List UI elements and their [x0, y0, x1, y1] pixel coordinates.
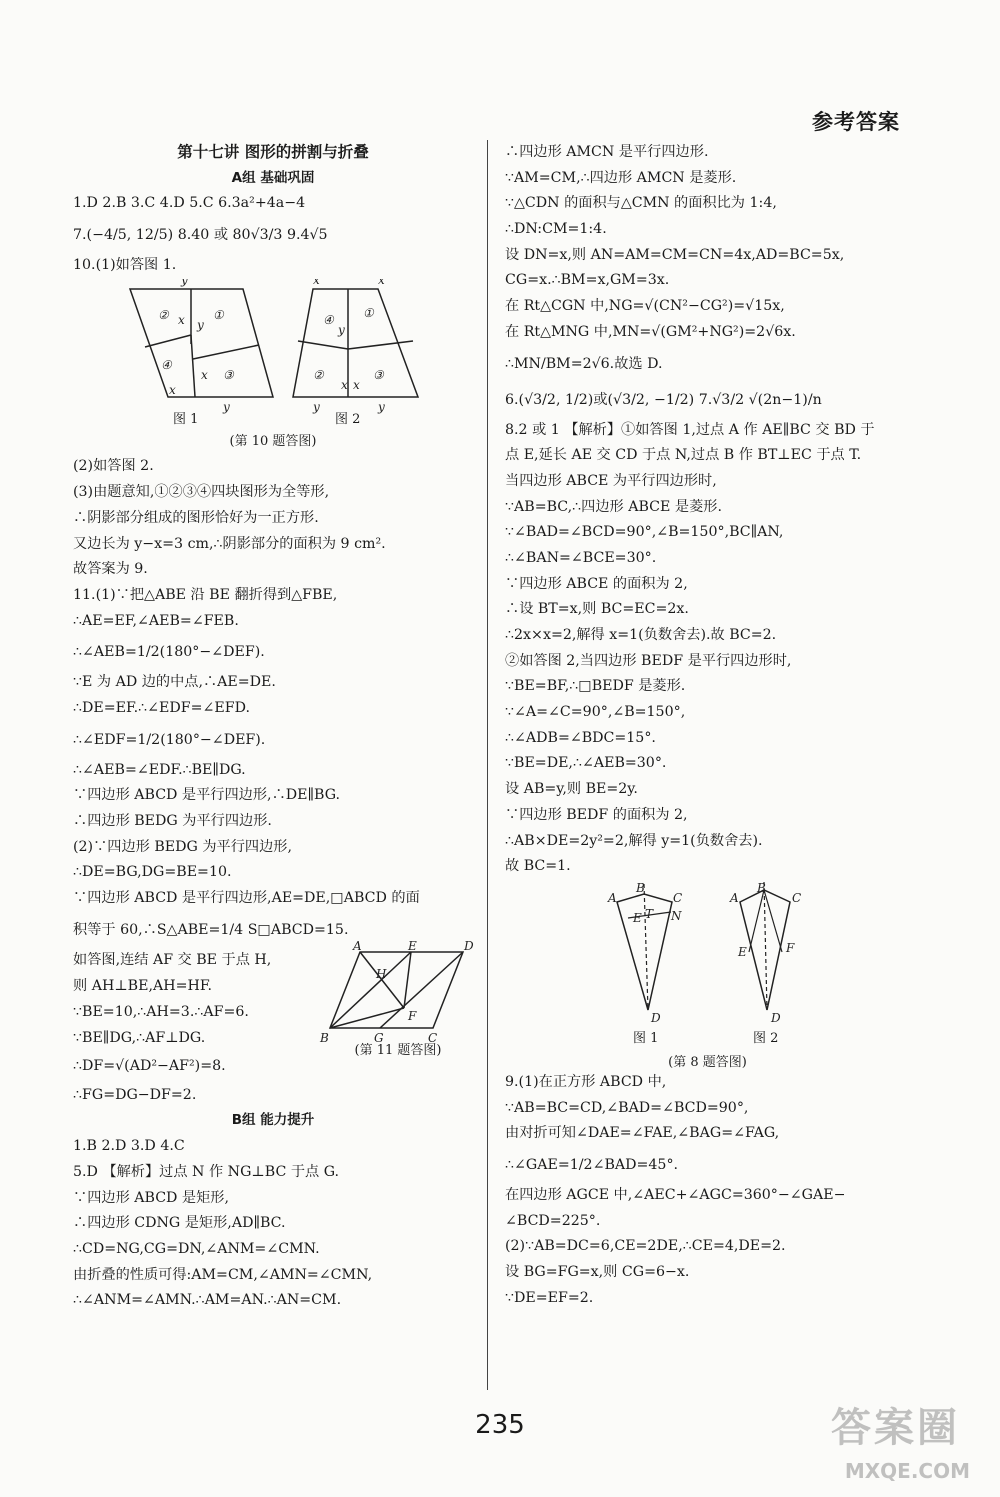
figure-8-drawing	[505, 880, 910, 1070]
right-column	[505, 140, 910, 1311]
svg-text:①: ①	[363, 305, 374, 320]
answer-line: ∠BCD=225°.	[505, 1212, 601, 1229]
svg-text:x: x	[178, 312, 185, 327]
answer-line: ∴四边形 AMCN 是平行四边形.	[505, 144, 709, 160]
answer-line: 故 BC=1.	[505, 858, 571, 875]
svg-text:A: A	[353, 939, 362, 953]
svg-text:x: x	[341, 377, 348, 392]
svg-text:F: F	[786, 940, 795, 955]
answer-line: ∵四边形 BEDF 的面积为 2,	[505, 806, 688, 823]
svg-text:D: D	[651, 1010, 661, 1025]
figure-11-drawing	[318, 940, 478, 1045]
svg-text:y: y	[223, 399, 230, 414]
svg-text:B: B	[757, 880, 766, 895]
answer-line: ∴DE=EF.∴∠EDF=∠EFD.	[73, 699, 250, 716]
svg-text:B: B	[636, 880, 645, 895]
answer-line: ∴设 BT=x,则 BC=EC=2x.	[505, 601, 689, 618]
answer-line: ∴四边形 CDNG 是矩形,AD∥BC.	[73, 1215, 286, 1232]
svg-text:A: A	[608, 890, 617, 905]
fig8-cap2: 图 2	[753, 1030, 779, 1046]
svg-text:T: T	[645, 906, 654, 921]
section-title: 第十七讲 图形的拼割与折叠	[177, 143, 369, 161]
svg-text:④: ④	[323, 312, 334, 327]
svg-text:x: x	[313, 278, 320, 287]
answer-line: ∵E 为 AD 边的中点,∴AE=DE.	[73, 674, 276, 691]
svg-text:②: ②	[158, 307, 169, 322]
answer-line: ∵AB=BC,∴四边形 ABCE 是菱形.	[505, 498, 722, 515]
answer-line: 7.(−4/5, 12/5) 8.40 或 80√3/3 9.4√5	[73, 227, 328, 244]
answer-line: ∴∠ADB=∠BDC=15°.	[505, 729, 656, 746]
svg-text:F: F	[408, 1008, 417, 1023]
answer-line: 在 Rt△CGN 中,NG=√(CN²−CG²)=√15x,	[505, 298, 785, 315]
svg-text:③: ③	[373, 367, 384, 382]
watermark-logo: 答案圈	[831, 1405, 960, 1451]
svg-text:E: E	[633, 910, 642, 925]
answer-line: ∴2x×x=2,解得 x=1(负数舍去).故 BC=2.	[505, 627, 777, 643]
svg-text:y: y	[338, 322, 345, 337]
svg-text:y: y	[181, 278, 188, 287]
answer-line: ∵四边形 ABCE 的面积为 2,	[505, 575, 688, 592]
answer-line: ∴DE=BG,DG=BE=10.	[73, 864, 232, 881]
svg-text:C: C	[792, 890, 802, 905]
answer-line: 积等于 60,∴S△ABE=1/4 S□ABCD=15.	[73, 921, 349, 938]
answer-line: ∵BE=BF,∴□BEDF 是菱形.	[505, 678, 686, 695]
group-a-heading: A组 基础巩固	[231, 169, 315, 186]
page-number: 235	[475, 1410, 525, 1440]
svg-text:D: D	[771, 1010, 781, 1025]
svg-text:y: y	[313, 399, 320, 414]
answer-line: ∴FG=DG−DF=2.	[73, 1086, 197, 1103]
answer-line: 在 Rt△MNG 中,MN=√(GM²+NG²)=2√6x.	[505, 323, 796, 340]
fig10-caption: (第 10 题答图)	[229, 433, 317, 449]
column-divider	[487, 140, 488, 1390]
svg-text:x: x	[201, 367, 208, 382]
fig8-caption: (第 8 题答图)	[668, 1054, 747, 1070]
svg-text:D: D	[464, 939, 474, 953]
answer-line: 6.(√3/2, 1/2)或(√3/2, −1/2) 7.√3/2 √(2n−1)/n	[505, 391, 822, 408]
svg-text:A: A	[730, 890, 739, 905]
answer-line: 1.B 2.D 3.D 4.C	[73, 1138, 185, 1155]
fig11-caption: (第 11 题答图)	[354, 1042, 442, 1058]
answer-line: ∴AE=EF,∠AEB=∠FEB.	[73, 612, 239, 629]
answer-line: (2)∵四边形 BEDG 为平行四边形,	[73, 838, 292, 855]
answer-line: ∵∠BAD=∠BCD=90°,∠B=150°,BC∥AN,	[505, 524, 784, 541]
answer-line: (2)∵AB=DC=6,CE=2DE,∴CE=4,DE=2.	[505, 1238, 786, 1255]
answer-line: 5.D 【解析】过点 N 作 NG⊥BC 于点 G.	[73, 1163, 340, 1180]
svg-text:G: G	[374, 1030, 384, 1045]
svg-text:④: ④	[161, 357, 172, 372]
answer-line: 则 AH⊥BE,AH=HF.	[73, 977, 212, 994]
answer-line: 又边长为 y−x=3 cm,∴阴影部分的面积为 9 cm².	[73, 535, 386, 552]
figure-8	[505, 880, 910, 1070]
answer-line: 设 BG=FG=x,则 CG=6−x.	[505, 1264, 690, 1280]
fig10-cap1: 图 1	[173, 411, 199, 427]
answer-line: ∵DE=EF=2.	[505, 1289, 594, 1306]
svg-text:x: x	[169, 382, 176, 397]
svg-text:C: C	[428, 1030, 438, 1045]
svg-text:H: H	[376, 966, 387, 981]
answer-line: ∴阴影部分组成的图形恰好为一正方形.	[73, 509, 319, 526]
answer-line: 10.(1)如答图 1.	[73, 257, 177, 274]
svg-text:B: B	[320, 1030, 329, 1045]
answer-line: 点 E,延长 AE 交 CD 于点 N,过点 B 作 BT⊥EC 于点 T.	[505, 447, 862, 464]
answer-line: ∴四边形 BEDG 为平行四边形.	[73, 813, 272, 829]
figure-10-drawing	[73, 279, 433, 429]
figure-10	[73, 279, 473, 429]
svg-text:②: ②	[313, 367, 324, 382]
svg-text:x: x	[378, 278, 385, 287]
answer-line: ∴AB×DE=2y²=2,解得 y=1(负数舍去).	[505, 832, 763, 849]
answer-line: ∵AB=BC=CD,∠BAD=∠BCD=90°,	[505, 1099, 749, 1116]
answer-line: 11.(1)∵把△ABE 沿 BE 翻折得到△FBE,	[73, 586, 338, 603]
svg-text:E: E	[738, 944, 747, 959]
answer-line: 设 DN=x,则 AN=AM=CM=CN=4x,AD=BC=5x,	[505, 246, 845, 263]
answer-line: ∴∠GAE=1/2∠BAD=45°.	[505, 1156, 679, 1173]
header-title: 参考答案	[812, 110, 900, 134]
answer-line: ∵AM=CM,∴四边形 AMCN 是菱形.	[505, 169, 737, 186]
answer-line: ∵△CDN 的面积与△CMN 的面积比为 1:4,	[505, 195, 777, 212]
fig10-cap2: 图 2	[335, 411, 361, 427]
answer-line: ∵BE=10,∴AH=3.∴AF=6.	[73, 1003, 249, 1020]
left-column	[73, 140, 473, 1314]
answer-line: 9.(1)在正方形 ABCD 中,	[505, 1073, 667, 1090]
answer-line: 8.2 或 1 【解析】①如答图 1,过点 A 作 AE∥BC 交 BD 于	[505, 421, 875, 438]
answer-line: ∴DF=√(AD²−AF²)=8.	[73, 1057, 226, 1074]
answer-line: ∵四边形 ABCD 是平行四边形,∴DE∥BG.	[73, 787, 341, 804]
answer-line: ∴∠ANM=∠AMN.∴AM=AN.∴AN=CM.	[73, 1292, 342, 1309]
answer-line: ∴MN/BM=2√6.故选 D.	[505, 355, 663, 372]
answer-line: 设 AB=y,则 BE=2y.	[505, 781, 638, 798]
answer-line: ∵四边形 ABCD 是平行四边形,AE=DE,□ABCD 的面	[73, 890, 420, 907]
svg-text:N: N	[671, 908, 682, 923]
answer-line: ∵四边形 ABCD 是矩形,	[73, 1189, 230, 1206]
answer-line: 故答案为 9.	[73, 561, 148, 578]
answer-line: 1.D 2.B 3.C 4.D 5.C 6.3a²+4a−4	[73, 195, 306, 212]
answer-line: ∵∠A=∠C=90°,∠B=150°,	[505, 704, 686, 721]
answer-line: ∴DN:CM=1:4.	[505, 221, 607, 238]
svg-text:①: ①	[213, 307, 224, 322]
answer-line: ∵BE=DE,∴∠AEB=30°.	[505, 755, 667, 772]
svg-text:C: C	[673, 890, 683, 905]
answer-line: (3)由题意知,①②③④四块图形为全等形,	[73, 484, 330, 501]
answer-line: 由折叠的性质可得:AM=CM,∠AMN=∠CMN,	[73, 1266, 373, 1283]
answer-line: CG=x.∴BM=x,GM=3x.	[505, 272, 670, 289]
answer-line: ∴∠AEB=1/2(180°−∠DEF).	[73, 644, 265, 661]
svg-text:y: y	[197, 317, 204, 332]
fig8-cap1: 图 1	[633, 1030, 659, 1046]
group-b-heading: B组 能力提升	[231, 1112, 315, 1129]
answer-line: ∴∠EDF=1/2(180°−∠DEF).	[73, 731, 266, 748]
answer-line: ∴CD=NG,CG=DN,∠ANM=∠CMN.	[73, 1240, 320, 1257]
svg-text:E: E	[408, 939, 417, 953]
svg-text:③: ③	[223, 367, 234, 382]
answer-line: 如答图,连结 AF 交 BE 于点 H,	[73, 951, 272, 968]
answer-line: ②如答图 2,当四边形 BEDF 是平行四边形时,	[505, 652, 792, 669]
watermark-url: MXQE.COM	[844, 1459, 970, 1483]
figure-11-block	[73, 939, 474, 1083]
svg-text:x: x	[353, 377, 360, 392]
answer-line: 当四边形 ABCE 为平行四边形时,	[505, 472, 717, 489]
answer-line: ∴∠BAN=∠BCE=30°.	[505, 549, 657, 566]
answer-line: (2)如答图 2.	[73, 458, 154, 475]
svg-text:y: y	[378, 399, 385, 414]
answer-line: ∴∠AEB=∠EDF.∴BE∥DG.	[73, 761, 246, 778]
answer-line: ∵BE∥DG,∴AF⊥DG.	[73, 1029, 206, 1046]
answer-line: 在四边形 AGCE 中,∠AEC+∠AGC=360°−∠GAE−	[505, 1186, 846, 1203]
answer-line: 由对折可知∠DAE=∠FAE,∠BAG=∠FAG,	[505, 1125, 780, 1142]
